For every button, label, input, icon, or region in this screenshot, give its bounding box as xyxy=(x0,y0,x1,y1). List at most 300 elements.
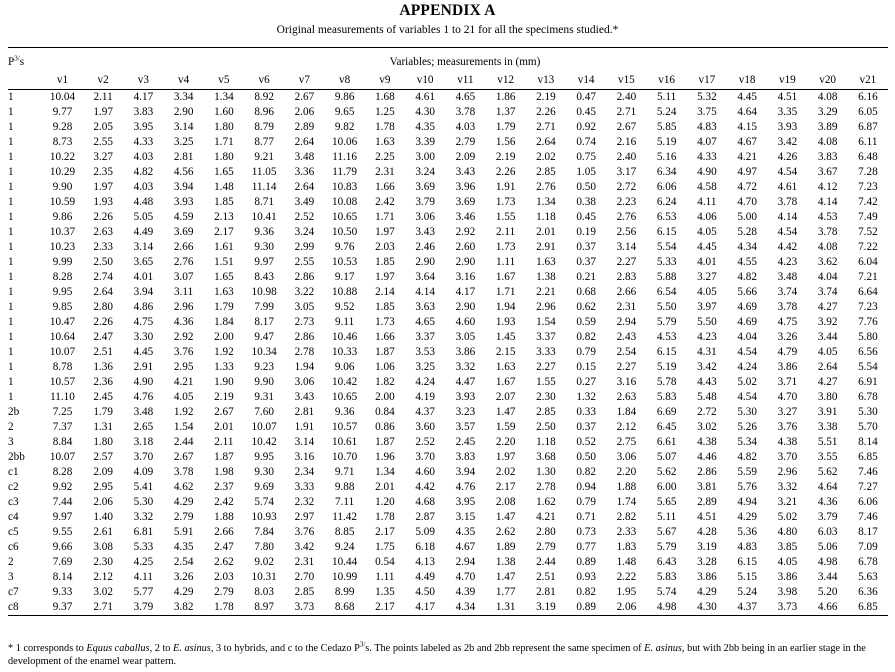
specimen-header-suffix: s xyxy=(19,56,25,68)
cell-v11: 4.67 xyxy=(455,541,476,553)
cell-v9: 1.85 xyxy=(375,301,395,313)
cell-v9: 2.42 xyxy=(375,196,395,208)
cell-v19: 3.42 xyxy=(777,136,798,148)
cell-v5: 2.01 xyxy=(214,421,234,433)
cell-v15: 2.22 xyxy=(616,571,637,583)
cell-v21: 5.70 xyxy=(858,421,878,433)
cell-v12: 2.11 xyxy=(496,226,516,238)
cell-v11: 3.78 xyxy=(455,106,476,118)
cell-v20: 3.92 xyxy=(817,316,838,328)
cell-v12: 1.94 xyxy=(495,301,516,313)
cell-v14: 0.79 xyxy=(576,496,596,508)
table-row xyxy=(8,210,888,225)
cell-v2: 3.27 xyxy=(93,151,113,163)
table-footnote xyxy=(8,642,888,668)
cell-v20: 4.66 xyxy=(808,600,848,616)
cell-v13: 1.18 xyxy=(536,436,556,448)
footnote-text: * 1 corresponds to xyxy=(8,643,87,654)
cell-v11: 3.96 xyxy=(455,181,476,193)
cell-v17: 4.38 xyxy=(697,436,717,448)
cell-v13: 2.64 xyxy=(536,136,556,148)
cell-v18: 4.15 xyxy=(737,121,757,133)
cell-v5: 2.37 xyxy=(214,481,234,493)
column-header-v5: v5 xyxy=(204,71,244,90)
cell-v1: 8.28 xyxy=(52,271,73,283)
cell-v6: 10.31 xyxy=(251,571,277,583)
specimen-id: c6 xyxy=(8,541,19,553)
table-row xyxy=(8,495,888,510)
cell-v16: 5.33 xyxy=(656,256,677,268)
cell-v18: 5.02 xyxy=(737,376,757,388)
cell-v20: 5.51 xyxy=(817,436,838,448)
cell-v6: 9.97 xyxy=(254,256,274,268)
cell-v15: 2.33 xyxy=(616,526,637,538)
cell-v20: 4.64 xyxy=(817,481,838,493)
cell-v18: 4.69 xyxy=(737,316,757,328)
cell-v13: 2.30 xyxy=(536,391,556,403)
specimen-id: 1 xyxy=(8,376,14,388)
cell-v10: 4.35 xyxy=(415,121,435,133)
cell-v1: 10.37 xyxy=(49,226,76,238)
cell-v9: 1.87 xyxy=(375,346,395,358)
specimen-id: 3 xyxy=(8,571,14,583)
cell-v11: 2.92 xyxy=(455,226,476,238)
cell-v17: 2.86 xyxy=(697,466,717,478)
specimen-id: 1 xyxy=(8,316,14,328)
cell-v7: 2.31 xyxy=(294,556,315,568)
cell-v21: 6.16 xyxy=(858,91,878,103)
cell-v10: 4.65 xyxy=(415,316,435,328)
cell-v19: 4.42 xyxy=(777,241,798,253)
cell-v7: 3.33 xyxy=(294,481,315,493)
cell-v16: 5.19 xyxy=(656,361,677,373)
cell-v14: 0.82 xyxy=(576,331,596,343)
specimen-id: 1 xyxy=(8,361,14,373)
cell-v10: 4.17 xyxy=(405,600,445,616)
cell-v3: 5.41 xyxy=(133,481,154,493)
cell-v4: 3.76 xyxy=(173,346,194,358)
cell-v2: 2.55 xyxy=(93,136,113,148)
cell-v19: 3.93 xyxy=(777,121,798,133)
cell-v1: 9.85 xyxy=(52,301,73,313)
column-header-v12: v12 xyxy=(486,71,526,90)
table-row xyxy=(8,255,888,270)
column-header-v6: v6 xyxy=(244,71,284,90)
cell-v20: 3.80 xyxy=(817,391,838,403)
cell-v2: 1.40 xyxy=(93,511,113,523)
cell-v1: 9.90 xyxy=(52,181,73,193)
table-row xyxy=(8,135,888,150)
column-header-v1: v1 xyxy=(42,71,83,90)
cell-v10: 4.13 xyxy=(415,556,435,568)
cell-v10: 2.46 xyxy=(415,241,435,253)
specimen-id: 1 xyxy=(8,286,14,298)
cell-v11: 3.69 xyxy=(455,196,476,208)
cell-v11: 3.86 xyxy=(455,346,476,358)
cell-v10: 6.18 xyxy=(415,541,435,553)
cell-v21: 6.36 xyxy=(858,586,878,598)
measurements-table xyxy=(8,54,888,616)
cell-v13: 3.33 xyxy=(536,346,556,358)
cell-v4: 3.34 xyxy=(173,91,194,103)
cell-v13: 2.51 xyxy=(536,571,556,583)
cell-v4: 3.14 xyxy=(173,121,194,133)
cell-v16: 5.74 xyxy=(656,586,677,598)
specimen-header-sup: 3/ xyxy=(14,54,20,63)
cell-v13: 3.68 xyxy=(536,451,556,463)
cell-v10: 3.25 xyxy=(415,361,435,373)
cell-v14: 0.21 xyxy=(576,271,596,283)
cell-v13: 2.44 xyxy=(536,556,556,568)
cell-v17: 4.58 xyxy=(697,181,717,193)
cell-v15: 2.72 xyxy=(616,181,637,193)
cell-v8: 9.52 xyxy=(334,301,355,313)
cell-v7: 2.86 xyxy=(294,331,315,343)
column-header-v4: v4 xyxy=(164,71,204,90)
cell-v11: 4.60 xyxy=(455,316,476,328)
cell-v11: 4.76 xyxy=(455,481,476,493)
cell-v11: 4.39 xyxy=(455,586,476,598)
cell-v20: 4.05 xyxy=(817,346,838,358)
cell-v16: 6.54 xyxy=(656,286,677,298)
cell-v8: 9.17 xyxy=(334,271,355,283)
cell-v7: 2.55 xyxy=(294,256,315,268)
cell-v12: 2.08 xyxy=(495,496,516,508)
cell-v6: 7.80 xyxy=(254,541,274,553)
cell-v1: 9.66 xyxy=(52,541,73,553)
cell-v10: 3.60 xyxy=(415,421,435,433)
cell-v5: 1.87 xyxy=(214,451,234,463)
cell-v11: 3.94 xyxy=(455,466,476,478)
cell-v11: 3.95 xyxy=(455,496,476,508)
cell-v8: 9.36 xyxy=(334,406,355,418)
cell-v5: 1.65 xyxy=(214,271,234,283)
cell-v16: 5.50 xyxy=(656,301,677,313)
cell-v21: 7.23 xyxy=(858,181,878,193)
cell-v6: 9.30 xyxy=(254,241,274,253)
cell-v9: 1.34 xyxy=(375,466,395,478)
cell-v10: 3.64 xyxy=(415,271,435,283)
footnote-text: , 3 to hybrids, and c to the Cedazo P xyxy=(210,643,360,654)
cell-v8: 10.08 xyxy=(332,196,358,208)
cell-v18: 4.83 xyxy=(737,541,757,553)
cell-v12: 1.38 xyxy=(495,556,516,568)
cell-v12: 1.86 xyxy=(495,91,516,103)
cell-v14: 0.94 xyxy=(576,481,596,493)
specimen-id: c7 xyxy=(8,586,19,598)
cell-v16: 6.45 xyxy=(656,421,677,433)
cell-v14: 0.77 xyxy=(576,541,596,553)
cell-v11: 3.32 xyxy=(455,361,476,373)
cell-v17: 4.05 xyxy=(697,286,717,298)
specimen-id: c4 xyxy=(8,511,19,523)
cell-v13: 1.63 xyxy=(536,256,556,268)
cell-v6: 9.02 xyxy=(254,556,274,568)
cell-v3: 3.94 xyxy=(133,286,154,298)
column-header-v2: v2 xyxy=(83,71,123,90)
cell-v13: 2.96 xyxy=(536,301,556,313)
cell-v19: 4.51 xyxy=(777,91,798,103)
cell-v16: 6.43 xyxy=(656,556,677,568)
cell-v5: 2.17 xyxy=(214,226,234,238)
cell-v13: 1.55 xyxy=(536,376,556,388)
cell-v5: 2.13 xyxy=(214,211,234,223)
cell-v18: 4.70 xyxy=(737,196,757,208)
cell-v4: 4.29 xyxy=(173,586,194,598)
cell-v3: 4.33 xyxy=(133,136,154,148)
cell-v11: 4.17 xyxy=(455,286,476,298)
cell-v17: 3.42 xyxy=(697,361,717,373)
column-header-v19: v19 xyxy=(767,71,807,90)
cell-v6: 8.79 xyxy=(254,121,274,133)
cell-v3: 4.76 xyxy=(133,391,154,403)
cell-v6: 10.34 xyxy=(251,346,277,358)
cell-v2: 2.47 xyxy=(93,331,113,343)
cell-v14: 0.89 xyxy=(576,556,596,568)
cell-v9: 1.66 xyxy=(375,181,395,193)
cell-v2: 2.57 xyxy=(93,451,113,463)
cell-v12: 1.45 xyxy=(495,331,516,343)
specimen-id: 1 xyxy=(8,211,14,223)
cell-v8: 10.33 xyxy=(332,346,358,358)
cell-v11: 2.94 xyxy=(455,556,476,568)
cell-v13: 1.18 xyxy=(536,211,556,223)
cell-v14: 0.37 xyxy=(576,256,596,268)
cell-v20: 3.67 xyxy=(817,166,838,178)
column-header-row xyxy=(8,71,888,90)
cell-v7: 1.91 xyxy=(294,421,315,433)
cell-v14: 0.82 xyxy=(576,466,596,478)
cell-v2: 1.97 xyxy=(93,181,113,193)
cell-v3: 3.18 xyxy=(133,436,154,448)
cell-v9: 1.78 xyxy=(375,121,395,133)
specimen-id: 2 xyxy=(8,556,14,568)
cell-v3: 5.77 xyxy=(133,586,154,598)
cell-v2: 2.26 xyxy=(93,211,113,223)
cell-v6: 11.05 xyxy=(251,166,277,178)
cell-v8: 10.65 xyxy=(332,211,358,223)
cell-v15: 1.88 xyxy=(616,481,637,493)
cell-v15: 2.94 xyxy=(616,316,637,328)
cell-v6: 10.41 xyxy=(251,211,277,223)
cell-v1: 10.07 xyxy=(49,451,76,463)
cell-v15: 2.67 xyxy=(616,121,637,133)
cell-v19: 5.02 xyxy=(777,511,798,523)
cell-v6: 9.36 xyxy=(254,226,274,238)
cell-v2: 2.61 xyxy=(93,526,113,538)
cell-v19: 4.38 xyxy=(777,436,798,448)
cell-v16: 4.53 xyxy=(656,331,677,343)
cell-v16: 5.79 xyxy=(656,541,677,553)
cell-v13: 2.21 xyxy=(536,286,556,298)
cell-v10: 4.61 xyxy=(415,91,435,103)
cell-v13: 2.85 xyxy=(536,406,556,418)
cell-v11: 2.60 xyxy=(455,241,476,253)
cell-v5: 1.78 xyxy=(204,600,244,616)
cell-v14: 0.62 xyxy=(576,301,596,313)
cell-v11: 2.79 xyxy=(455,136,476,148)
cell-v7: 2.99 xyxy=(294,241,315,253)
cell-v16: 4.98 xyxy=(647,600,687,616)
cell-v1: 10.07 xyxy=(49,346,76,358)
cell-v1: 9.99 xyxy=(52,256,73,268)
cell-v21: 6.05 xyxy=(858,106,878,118)
cell-v18: 4.67 xyxy=(737,136,757,148)
cell-v10: 2.90 xyxy=(415,256,435,268)
cell-v19: 4.79 xyxy=(777,346,798,358)
cell-v1: 10.23 xyxy=(49,241,76,253)
cell-v17: 3.27 xyxy=(697,271,717,283)
cell-v2: 2.95 xyxy=(93,481,113,493)
table-row xyxy=(8,270,888,285)
cell-v7: 2.89 xyxy=(294,121,315,133)
cell-v12: 1.47 xyxy=(495,406,516,418)
cell-v7: 2.73 xyxy=(294,316,315,328)
cell-v1: 9.33 xyxy=(52,586,73,598)
table-row xyxy=(8,120,888,135)
cell-v16: 5.65 xyxy=(656,496,677,508)
cell-v4: 4.35 xyxy=(173,541,194,553)
cell-v7: 2.85 xyxy=(294,586,315,598)
cell-v10: 4.49 xyxy=(415,571,435,583)
cell-v14: 0.74 xyxy=(576,136,596,148)
cell-v4: 3.07 xyxy=(173,271,194,283)
cell-v17: 3.75 xyxy=(697,106,717,118)
cell-v15: 2.12 xyxy=(616,421,637,433)
specimen-id: c5 xyxy=(8,526,19,538)
cell-v15: 2.75 xyxy=(616,436,637,448)
cell-v3: 4.01 xyxy=(133,271,154,283)
cell-v12: 1.55 xyxy=(495,211,516,223)
footnote-text: s. The points labeled as 2b and 2bb represent the same specimen of xyxy=(365,643,645,654)
cell-v3: 3.70 xyxy=(133,451,154,463)
cell-v19: 3.27 xyxy=(777,406,798,418)
cell-v11: 3.15 xyxy=(455,511,476,523)
cell-v9: 1.97 xyxy=(375,271,395,283)
specimen-id: 1 xyxy=(8,106,14,118)
cell-v2: 1.79 xyxy=(93,406,113,418)
cell-v5: 1.92 xyxy=(214,346,234,358)
cell-v18: 4.24 xyxy=(737,361,757,373)
cell-v19: 3.32 xyxy=(777,481,798,493)
cell-v12: 1.56 xyxy=(495,136,516,148)
cell-v7: 1.94 xyxy=(294,361,315,373)
cell-v19: 3.86 xyxy=(777,361,798,373)
cell-v17: 4.30 xyxy=(687,600,727,616)
cell-v7: 2.64 xyxy=(294,136,315,148)
cell-v2: 1.36 xyxy=(93,361,113,373)
cell-v12: 2.17 xyxy=(495,481,516,493)
cell-v13: 4.21 xyxy=(536,511,556,523)
cell-v21: 7.23 xyxy=(858,301,878,313)
cell-v3: 6.81 xyxy=(133,526,154,538)
cell-v5: 2.62 xyxy=(214,556,234,568)
cell-v4: 2.79 xyxy=(173,511,194,523)
cell-v18: 5.30 xyxy=(737,406,757,418)
cell-v21: 7.21 xyxy=(858,271,878,283)
cell-v4: 3.78 xyxy=(173,466,194,478)
cell-v20: 3.89 xyxy=(817,121,838,133)
cell-v18: 4.21 xyxy=(737,151,757,163)
table-row xyxy=(8,330,888,345)
cell-v11: 2.45 xyxy=(455,436,476,448)
cell-v10: 2.87 xyxy=(415,511,435,523)
cell-v14: 0.79 xyxy=(576,346,596,358)
column-header-v8: v8 xyxy=(325,71,365,90)
cell-v17: 5.50 xyxy=(697,316,717,328)
cell-v11: 3.16 xyxy=(455,271,476,283)
cell-v6: 8.43 xyxy=(254,271,274,283)
cell-v13: 2.78 xyxy=(536,481,556,493)
specimen-id: c1 xyxy=(8,466,19,478)
cell-v13: 2.85 xyxy=(536,166,556,178)
cell-v1: 9.95 xyxy=(52,286,73,298)
cell-v4: 2.67 xyxy=(173,451,194,463)
cell-v10: 3.69 xyxy=(415,181,435,193)
cell-v2: 2.26 xyxy=(93,316,113,328)
cell-v21: 6.78 xyxy=(858,391,878,403)
cell-v14: 0.59 xyxy=(576,316,596,328)
cell-v3: 2.65 xyxy=(133,421,154,433)
cell-v8: 9.76 xyxy=(334,241,355,253)
cell-v16: 5.85 xyxy=(656,121,677,133)
cell-v9: 1.25 xyxy=(375,106,395,118)
cell-v15: 2.76 xyxy=(616,211,637,223)
cell-v6: 8.17 xyxy=(254,316,274,328)
cell-v2: 1.80 xyxy=(93,436,113,448)
cell-v14: 0.37 xyxy=(576,241,596,253)
cell-v9: 1.87 xyxy=(375,436,395,448)
specimen-id: c8 xyxy=(8,600,42,616)
cell-v6: 7.84 xyxy=(254,526,274,538)
specimen-id: 1 xyxy=(8,151,14,163)
specimen-header-label: P xyxy=(8,56,15,68)
cell-v21: 6.04 xyxy=(858,256,878,268)
cell-v1: 10.59 xyxy=(49,196,76,208)
cell-v10: 3.43 xyxy=(415,226,435,238)
cell-v2: 1.97 xyxy=(93,106,113,118)
cell-v21: 5.54 xyxy=(858,361,878,373)
cell-v6: 8.97 xyxy=(244,600,284,616)
table-row xyxy=(8,435,888,450)
cell-v5: 1.98 xyxy=(214,466,234,478)
cell-v12: 1.73 xyxy=(495,196,516,208)
cell-v4: 3.93 xyxy=(173,196,194,208)
cell-v19: 3.70 xyxy=(777,451,798,463)
cell-v15: 2.83 xyxy=(616,271,637,283)
cell-v10: 4.50 xyxy=(415,586,435,598)
header-row-top xyxy=(8,54,888,71)
cell-v9: 0.86 xyxy=(375,421,395,433)
cell-v14: 0.68 xyxy=(576,286,596,298)
cell-v17: 4.11 xyxy=(697,196,717,208)
cell-v21: 7.46 xyxy=(858,466,878,478)
cell-v4: 4.05 xyxy=(173,391,194,403)
cell-v15: 2.31 xyxy=(616,301,637,313)
cell-v12: 1.71 xyxy=(495,286,516,298)
cell-v12: 2.07 xyxy=(495,391,516,403)
cell-v12: 1.11 xyxy=(496,256,516,268)
specimen-id: 2b xyxy=(8,406,20,418)
cell-v7: 2.86 xyxy=(294,271,315,283)
cell-v2: 2.09 xyxy=(93,466,113,478)
cell-v17: 3.28 xyxy=(697,556,717,568)
cell-v3: 5.30 xyxy=(133,496,154,508)
specimen-id: 1 xyxy=(8,91,14,103)
cell-v18: 5.15 xyxy=(737,571,757,583)
cell-v20: 3.55 xyxy=(817,451,838,463)
cell-v19: 2.96 xyxy=(777,466,798,478)
